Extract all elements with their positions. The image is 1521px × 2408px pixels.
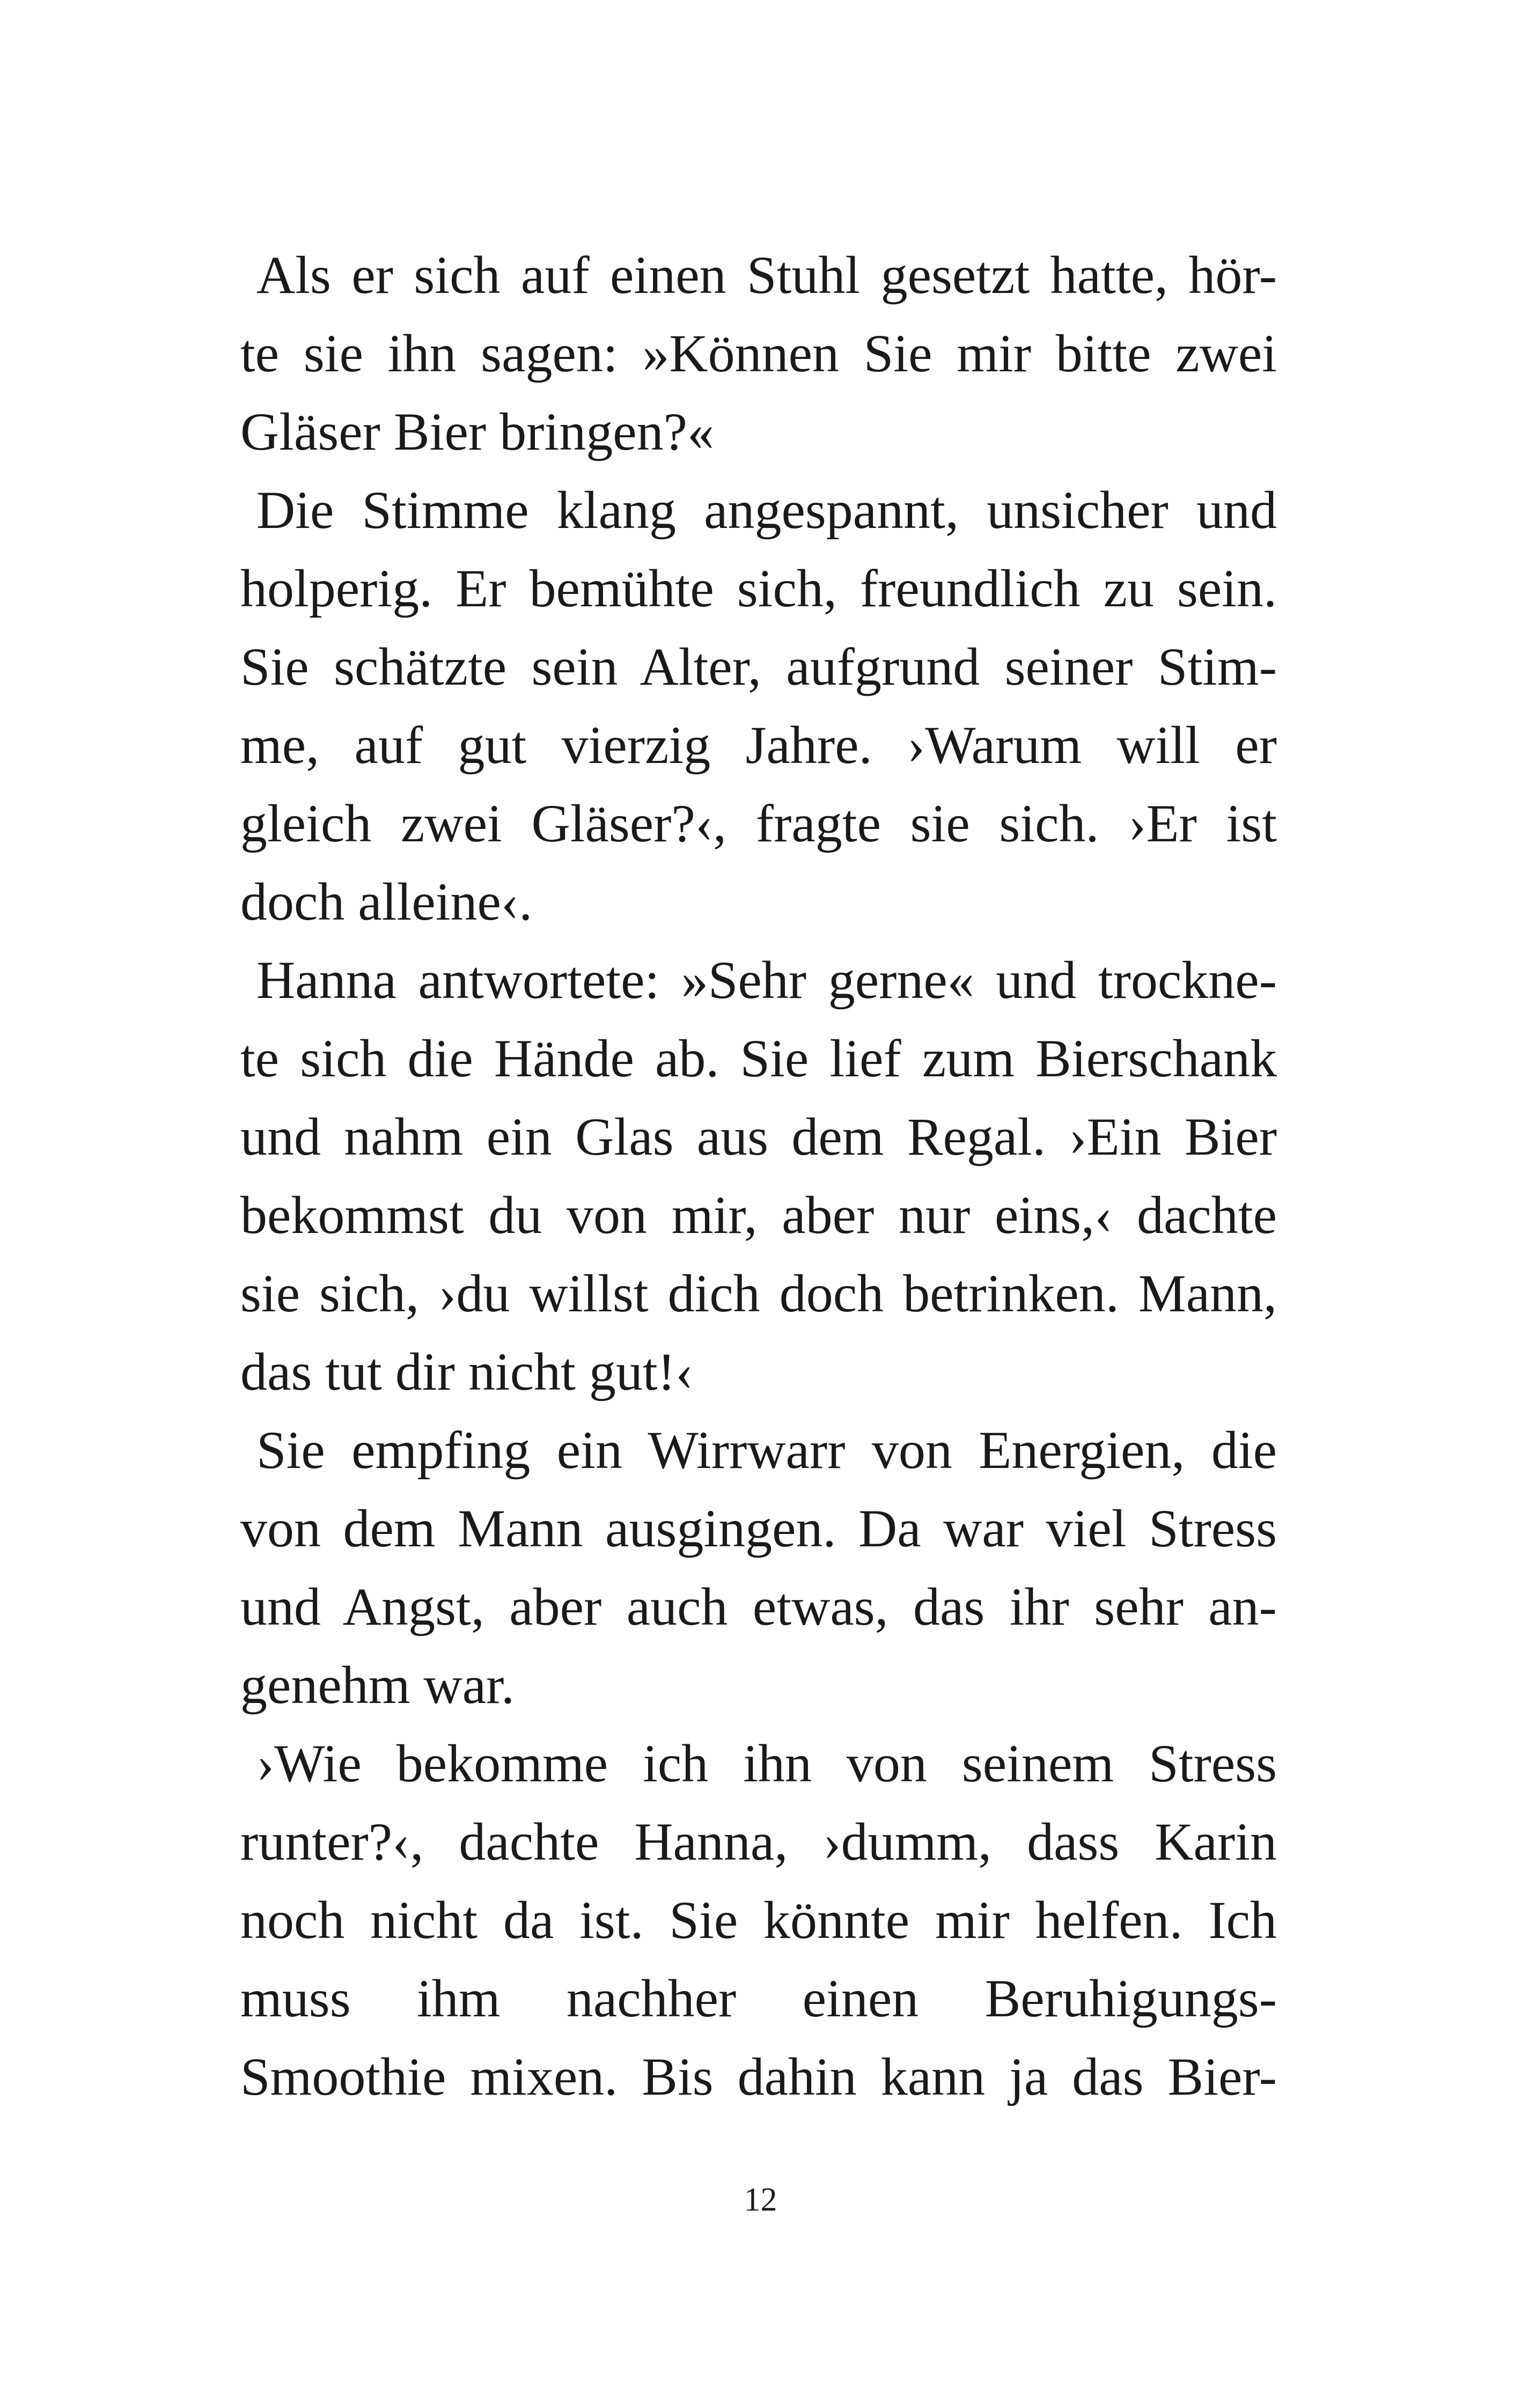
text-line: runter?‹, dachte Hanna, ›dumm, dass Karin [240, 1812, 1277, 1871]
text-line: te sie ihn sagen: »Können Sie mir bitte zwei [240, 324, 1277, 383]
text-line: bekommst du von mir, aber nur eins,‹ dachte [240, 1185, 1277, 1245]
text-line: sie sich, ›du willst dich doch betrinken. Mann, [240, 1264, 1277, 1323]
text-line: gleich zwei Gläser?‹, fragte sie sich. ›Er ist [240, 794, 1277, 853]
text-line: me, auf gut vierzig Jahre. ›Warum will er [240, 715, 1277, 775]
text-line: holperig. Er bemühte sich, freundlich zu sein. [240, 559, 1277, 618]
text-line: Smoothie mixen. Bis dahin kann ja das Bier- [240, 2047, 1277, 2106]
paragraph-4 [240, 1411, 1277, 1724]
paragraph-3 [240, 941, 1277, 1411]
text-line: genehm war. [240, 1655, 515, 1715]
text-line: Sie empfing ein Wirrwarr von Energien, die [256, 1420, 1277, 1480]
text-line: noch nicht da ist. Sie könnte mir helfen. Ich [240, 1890, 1277, 1950]
paragraph-2 [240, 471, 1277, 941]
page-number: 12 [744, 2182, 777, 2218]
text-line: und Angst, aber auch etwas, das ihr sehr an- [240, 1577, 1277, 1636]
paragraph-5 [240, 1724, 1277, 2116]
text-line: Gläser Bier bringen?« [240, 402, 715, 461]
text-line: Die Stimme klang angespannt, unsicher und [256, 480, 1277, 540]
text-line: und nahm ein Glas aus dem Regal. ›Ein Bier [240, 1107, 1277, 1166]
text-line: te sich die Hände ab. Sie lief zum Bierschank [240, 1029, 1277, 1088]
paragraph-1 [240, 236, 1277, 471]
text-line: Sie schätzte sein Alter, aufgrund seiner Stim- [240, 637, 1277, 696]
text-line: das tut dir nicht gut!‹ [240, 1342, 694, 1401]
text-line: Als er sich auf einen Stuhl gesetzt hatte, hör- [256, 245, 1277, 305]
body-text [240, 236, 1277, 2116]
text-line: doch alleine‹. [240, 872, 533, 931]
text-line: Hanna antwortete: »Sehr gerne« und trockne- [256, 950, 1277, 1010]
text-line: von dem Mann ausgingen. Da war viel Stress [240, 1499, 1277, 1558]
text-line: ›Wie bekomme ich ihn von seinem Stress [256, 1734, 1277, 1793]
text-line: muss ihm nachher einen Beruhigungs- [240, 1969, 1277, 2028]
